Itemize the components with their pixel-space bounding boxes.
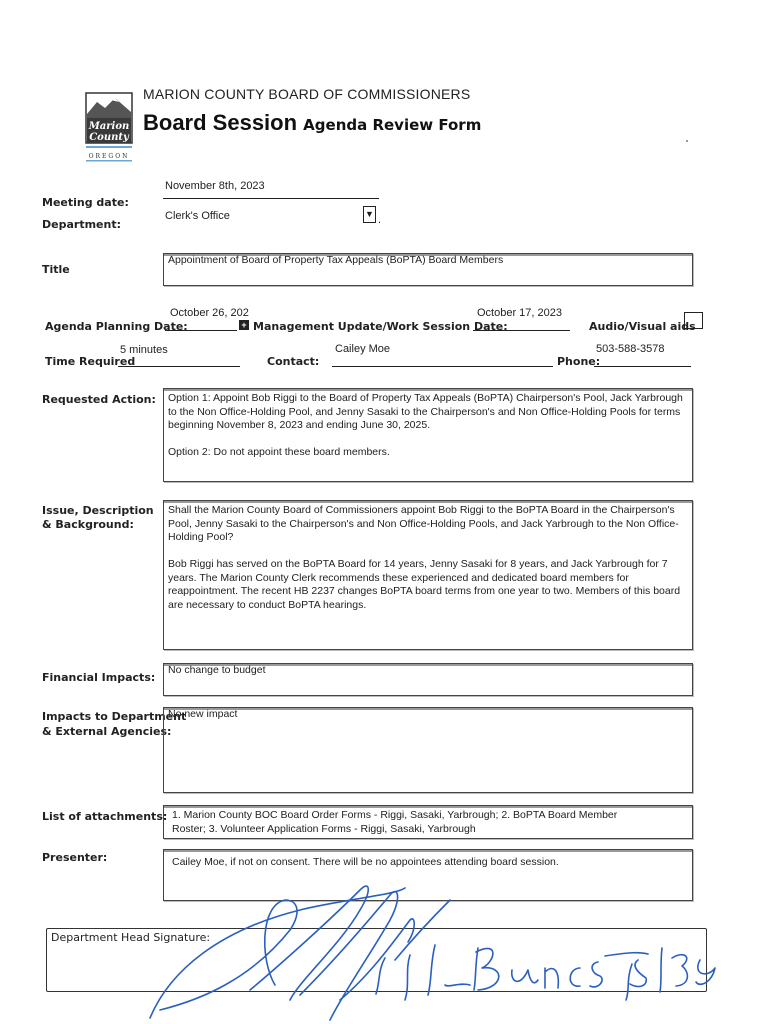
issue-label-line2: & Background: [42,518,134,531]
agenda-planning-line [165,330,237,331]
mgmt-update-value[interactable]: October 17, 2023 [477,307,563,319]
mgmt-update-label: Management Update/Work Session Date: [253,320,508,333]
av-aids-checkbox[interactable] [684,312,703,329]
logo-text-1: Marion [88,121,130,132]
phone-label: Phone: [557,355,601,368]
title-label: Title [42,263,70,276]
logo-text-2: County [89,132,129,143]
issue-label-line1: Issue, Description [42,504,154,517]
form-subtitle: Agenda Review Form [303,116,482,134]
meeting-date-label: Meeting date: [42,196,129,209]
county-logo [85,92,135,162]
impacts-value: No new impact [168,708,238,720]
requested-action-value: Option 1: Appoint Bob Riggi to the Board of Property Tax Appeals (BoPTA) Chairperson's Pool, Jack Yarbrough to the Non Office-Holding Pool, and Jenny Sasaki to the Chairperson's and Non Office-Holding Pools for terms beginning November 8, 2023 and ending June 30, 2025. Option 2: Do not appoint these board members. [168,392,683,458]
department-value[interactable]: Clerk's Office [165,210,230,222]
department-dropdown-icon[interactable]: ▼ [363,206,376,223]
form-title [143,110,481,136]
attachments-value: 1. Marion County BOC Board Order Forms - Riggi, Sasaki, Yarbrough; 2. BoPTA Board Member Roster; 3. Volunteer Application Forms - Riggi, Sasaki, Yarbrough [172,809,618,835]
presenter-label: Presenter: [42,851,108,864]
meeting-date-value[interactable]: November 8th, 2023 [165,180,265,192]
financial-impacts-label: Financial Impacts: [42,671,156,684]
date-picker-icon[interactable]: + [239,320,249,330]
dropdown-dot: . [378,214,382,226]
department-label: Department: [42,218,121,231]
contact-label: Contact: [267,355,320,368]
phone-line [594,366,691,367]
time-required-label: Time Required [45,355,136,368]
meeting-date-line [163,198,379,199]
presenter-value: Cailey Moe, if not on consent. There will be no appointees attending board session. [172,856,559,868]
time-required-value[interactable]: 5 minutes [120,344,168,356]
impacts-label-line2: & External Agencies: [42,725,172,738]
title-value: Appointment of Board of Property Tax Appeals (BoPTA) Board Members [168,254,504,266]
form-title-main: Board Session [143,110,298,135]
issue-field[interactable] [163,500,693,650]
time-required-line [118,366,240,367]
financial-impacts-field[interactable] [163,663,693,696]
requested-action-field[interactable] [163,388,693,482]
scan-mark [686,140,688,142]
contact-value[interactable]: Cailey Moe [335,343,391,355]
impacts-label-line1: Impacts to Department [42,710,187,723]
financial-impacts-value: No change to budget [168,664,266,676]
contact-line [332,366,553,367]
title-field[interactable] [163,253,693,286]
requested-action-label: Requested Action: [42,393,156,406]
signature-label: Department Head Signature: [51,931,211,944]
agenda-planning-label: Agenda Planning Date: [45,320,188,333]
phone-value[interactable]: 503-588-3578 [596,343,665,355]
impacts-field[interactable] [163,707,693,793]
attachments-field[interactable] [163,805,693,839]
handwritten-signature [0,870,770,1024]
issue-value: Shall the Marion County Board of Commissioners appoint Bob Riggi to the BoPTA Board in the Chairperson's Pool, Jenny Sasaki to the Chairperson's and Non Office-Holding Pools, and Jack Yarbrough to the Non Office-Holding Pool? Bob Riggi has served on the BoPTA Board for 14 years, Jenny Sasaki for 8 years, and Jack Yarbrough for 7 years. The Marion County Clerk recommends these experienced and dedicated board members for reappointment. The recent HB 2237 changes BoPTA board terms from one year to two. Members of this board are necessary to conduct BoPTA hearings. [168,504,681,611]
attachments-label: List of attachments: [42,810,168,823]
agenda-planning-value[interactable]: October 26, 202 [170,307,249,319]
logo-state: OREGON [88,153,130,160]
av-aids-label: Audio/Visual aids [589,320,696,333]
mgmt-update-line [473,330,570,331]
organization-name: MARION COUNTY BOARD OF COMMISSIONERS [143,86,471,102]
